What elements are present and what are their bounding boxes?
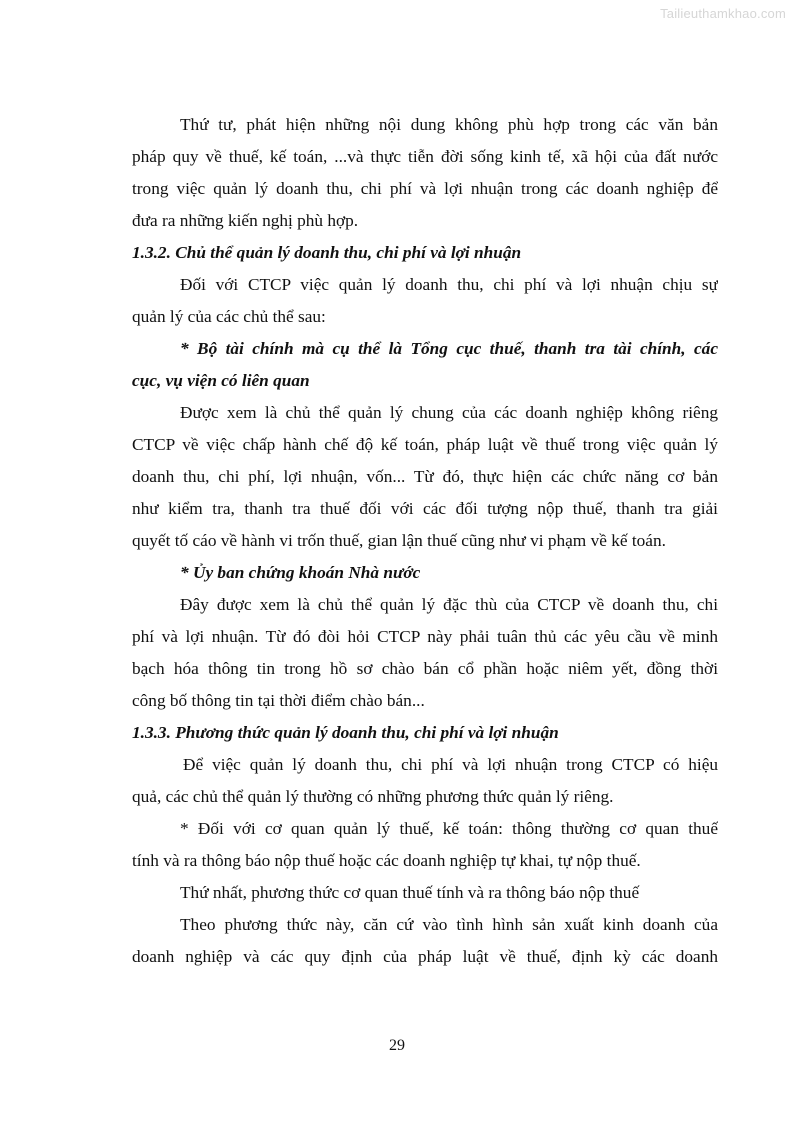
paragraph-5-line: quả, các chủ thể quản lý thường có những phương thức quản lý riêng. bbox=[132, 787, 614, 806]
paragraph-4-line: phí và lợi nhuận. Từ đó đòi hỏi CTCP này phải tuân thủ các yêu cầu về minh bbox=[132, 627, 718, 646]
paragraph-4-line: Đây được xem là chủ thể quản lý đặc thù của CTCP về doanh thu, chi bbox=[180, 595, 718, 614]
paragraph-3-line: CTCP về việc chấp hành chế độ kế toán, pháp luật về thuế trong việc quản lý bbox=[132, 435, 718, 454]
paragraph-1-line: đưa ra những kiến nghị phù hợp. bbox=[132, 211, 359, 230]
paragraph-6-line: * Đối với cơ quan quản lý thuế, kế toán: thông thường cơ quan thuế bbox=[180, 819, 718, 838]
subheading-ministry-line: cục, vụ viện có liên quan bbox=[132, 371, 310, 390]
paragraph-3-line: quyết tố cáo về hành vi trốn thuế, gian lận thuế cũng như vi phạm về kế toán. bbox=[132, 531, 666, 550]
paragraph-8-line: doanh nghiệp và các quy định của pháp luật về thuế, định kỳ các doanh bbox=[132, 947, 718, 966]
paragraph-4-line: bạch hóa thông tin trong hồ sơ chào bán cổ phần hoặc niêm yết, đồng thời bbox=[132, 659, 718, 678]
paragraph-1-line: trong việc quản lý doanh thu, chi phí và lợi nhuận trong các doanh nghiệp để bbox=[132, 179, 718, 198]
page-number: 29 bbox=[389, 1037, 405, 1054]
paragraph-5-line: Để việc quản lý doanh thu, chi phí và lợi nhuận trong CTCP có hiệu bbox=[183, 755, 718, 774]
page-body bbox=[132, 109, 718, 973]
section-heading-1-3-2: 1.3.2. Chủ thể quản lý doanh thu, chi phí và lợi nhuận bbox=[132, 243, 522, 262]
paragraph-2-line: quản lý của các chủ thể sau: bbox=[132, 307, 326, 326]
paragraph-3-line: Được xem là chủ thể quản lý chung của các doanh nghiệp không riêng bbox=[180, 403, 718, 422]
paragraph-3-line: doanh thu, chi phí, lợi nhuận, vốn... Từ đó, thực hiện các chức năng cơ bản bbox=[132, 467, 718, 486]
paragraph-3-line: như kiểm tra, thanh tra thuế đối với các đối tượng nộp thuế, thanh tra giải bbox=[132, 499, 718, 518]
paragraph-7: Thứ nhất, phương thức cơ quan thuế tính và ra thông báo nộp thuế bbox=[180, 883, 640, 902]
paragraph-1-line: pháp quy về thuế, kế toán, ...và thực tiễn đời sống kinh tế, xã hội của đất nước bbox=[132, 147, 718, 166]
section-heading-1-3-3: 1.3.3. Phương thức quản lý doanh thu, chi phí và lợi nhuận bbox=[132, 723, 559, 742]
paragraph-1-line: Thứ tư, phát hiện những nội dung không phù hợp trong các văn bản bbox=[180, 115, 718, 134]
paragraph-6-line: tính và ra thông báo nộp thuế hoặc các doanh nghiệp tự khai, tự nộp thuế. bbox=[132, 851, 641, 870]
subheading-ministry-line: * Bộ tài chính mà cụ thể là Tổng cục thuế, thanh tra tài chính, các bbox=[180, 339, 718, 358]
paragraph-8-line: Theo phương thức này, căn cứ vào tình hình sản xuất kinh doanh của bbox=[180, 915, 718, 934]
paragraph-4-line: công bố thông tin tại thời điểm chào bán... bbox=[132, 691, 425, 710]
watermark: Tailieuthamkhao.com bbox=[660, 6, 786, 21]
subheading-securities-commission: * Ủy ban chứng khoán Nhà nước bbox=[180, 563, 421, 582]
paragraph-2-line: Đối với CTCP việc quản lý doanh thu, chi phí và lợi nhuận chịu sự bbox=[180, 275, 718, 294]
